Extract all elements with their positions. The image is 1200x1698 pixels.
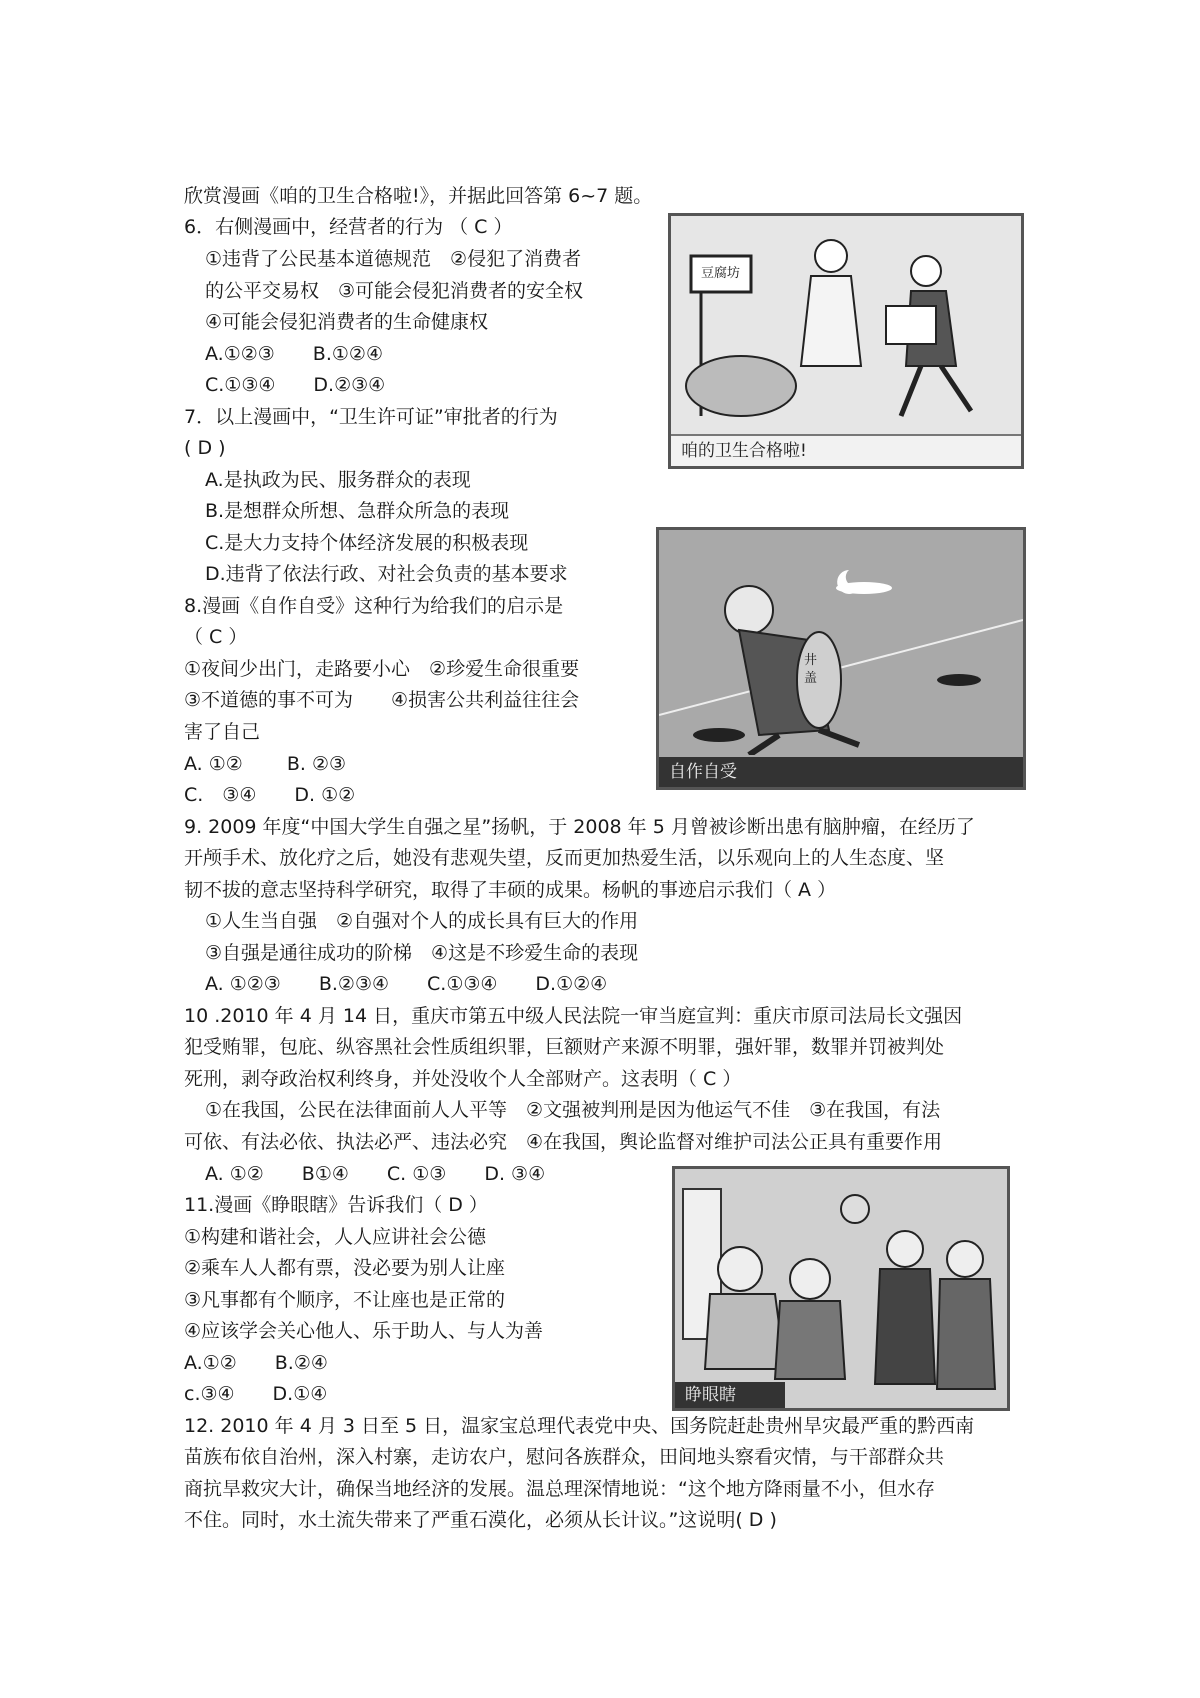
q7-choice: B.是想群众所想、急群众所急的表现 <box>205 500 510 522</box>
sanitation-cartoon-drawing <box>671 216 1021 436</box>
q11-option-line: ③凡事都有个顺序，不让座也是正常的 <box>184 1289 506 1311</box>
q10-stem: 犯受贿罪，包庇、纵容黑社会性质组织罪，巨额财产来源不明罪，强奸罪，数罪并罚被判处 <box>184 1036 945 1058</box>
q9-stem: 韧不拔的意志坚持科学研究，取得了丰硕的成果。杨帆的事迹启示我们（ A ） <box>184 879 837 901</box>
q11-option-line: ②乘车人人都有票，没必要为别人让座 <box>184 1257 506 1279</box>
q9-option-line: ①人生当自强 ②自强对个人的成长具有巨大的作用 <box>205 910 639 932</box>
q9-stem: 9. 2009 年度“中国大学生自强之星”扬帆，于 2008 年 5 月曾被诊断出患有脑肿瘤，在经历了 <box>184 816 975 838</box>
q6-option-line: 的公平交易权 ③可能会侵犯消费者的安全权 <box>205 280 584 302</box>
q7-stem: 7．以上漫画中，“卫生许可证”审批者的行为 <box>184 406 558 428</box>
q11-choices: A.①② B.②④ <box>184 1352 328 1374</box>
q12-stem: 不住。同时，水土流失带来了严重石漠化，必须从长计议。”这说明( D ) <box>184 1509 777 1531</box>
tofu-shop-sign: 豆腐坊 <box>701 266 741 281</box>
q10-option-line: 可依、有法必依、执法必严、违法必究 ④在我国，舆论监督对维护司法公正具有重要作用 <box>184 1131 943 1153</box>
q12-stem: 苗族布依自治州，深入村寨，走访农户，慰问各族群众，田间地头察看灾情，与干部群众共 <box>184 1446 945 1468</box>
q8-stem: 8.漫画《自作自受》这种行为给我们的启示是 <box>184 595 564 617</box>
q6-choices: A.①②③ B.①②④ <box>205 343 383 365</box>
bus-cartoon-drawing <box>675 1169 1007 1408</box>
intro-text: 欣赏漫画《咱的卫生合格啦!》，并据此回答第 6~7 题。 <box>184 185 653 207</box>
q11-option-line: ①构建和谐社会，人人应讲社会公德 <box>184 1226 487 1248</box>
q7-choice: C.是大力支持个体经济发展的积极表现 <box>205 532 529 554</box>
q6-stem: 6．右侧漫画中，经营者的行为 （ C ） <box>184 216 513 238</box>
cartoon-caption: 自作自受 <box>659 757 1026 787</box>
q6-choices: C.①③④ D.②③④ <box>205 374 386 396</box>
q8-option-line: ①夜间少出门，走路要小心 ②珍爱生命很重要 <box>184 658 580 680</box>
q8-option-line: 害了自己 <box>184 721 261 743</box>
q9-option-line: ③自强是通往成功的阶梯 ④这是不珍爱生命的表现 <box>205 942 639 964</box>
q11-option-line: ④应该学会关心他人、乐于助人、与人为善 <box>184 1320 544 1342</box>
q7-choice: D.违背了依法行政、对社会负责的基本要求 <box>205 563 568 585</box>
q12-stem: 商抗旱救灾大计，确保当地经济的发展。温总理深情地说：“这个地方降雨量不小，但水存 <box>184 1478 935 1500</box>
q9-stem: 开颅手术、放化疗之后，她没有悲观失望，反而更加热爱生活，以乐观向上的人生态度、坚 <box>184 847 945 869</box>
q6-option-line: ④可能会侵犯消费者的生命健康权 <box>205 311 489 333</box>
q10-stem: 10 .2010 年 4 月 14 日，重庆市第五中级人民法院一审当庭宣判：重庆市原司法局长文强因 <box>184 1005 963 1027</box>
q8-option-line: ③不道德的事不可为 ④损害公共利益往往会 <box>184 689 580 711</box>
sanitation-cartoon <box>668 213 1024 469</box>
cartoon-caption: 咱的卫生合格啦! <box>671 434 1024 466</box>
cartoon-caption: 睁眼瞎 <box>675 1382 785 1408</box>
bus-cartoon <box>672 1166 1010 1411</box>
q8-choices: A. ①② B. ②③ <box>184 753 347 775</box>
q12-stem: 12. 2010 年 4 月 3 日至 5 日，温家宝总理代表党中央、国务院赶赴贵州旱灾最严重的黔西南 <box>184 1415 975 1437</box>
q10-stem: 死刑，剥夺政治权利终身，并处没收个人全部财产。这表明（ C ） <box>184 1068 742 1090</box>
manhole-cover-label: 井盖 <box>804 653 818 686</box>
q7-answer: ( D ) <box>184 437 226 459</box>
q11-stem: 11.漫画《睁眼瞎》告诉我们（ D ） <box>184 1194 488 1216</box>
q8-choices: C. ③④ D. ①② <box>184 784 356 806</box>
q11-choices: c.③④ D.①④ <box>184 1383 328 1405</box>
q6-option-line: ①违背了公民基本道德规范 ②侵犯了消费者 <box>205 248 582 270</box>
q9-choices: A. ①②③ B.②③④ C.①③④ D.①②④ <box>205 973 608 995</box>
q10-choices: A. ①② B①④ C. ①③ D. ③④ <box>205 1163 546 1185</box>
q7-choice: A.是执政为民、服务群众的表现 <box>205 469 471 491</box>
q10-option-line: ①在我国，公民在法律面前人人平等 ②文强被判刑是因为他运气不佳 ③在我国，有法 <box>205 1099 941 1121</box>
manhole-cartoon <box>656 527 1026 790</box>
manhole-cartoon-drawing <box>659 530 1023 755</box>
q8-answer: （ C ） <box>184 626 248 648</box>
